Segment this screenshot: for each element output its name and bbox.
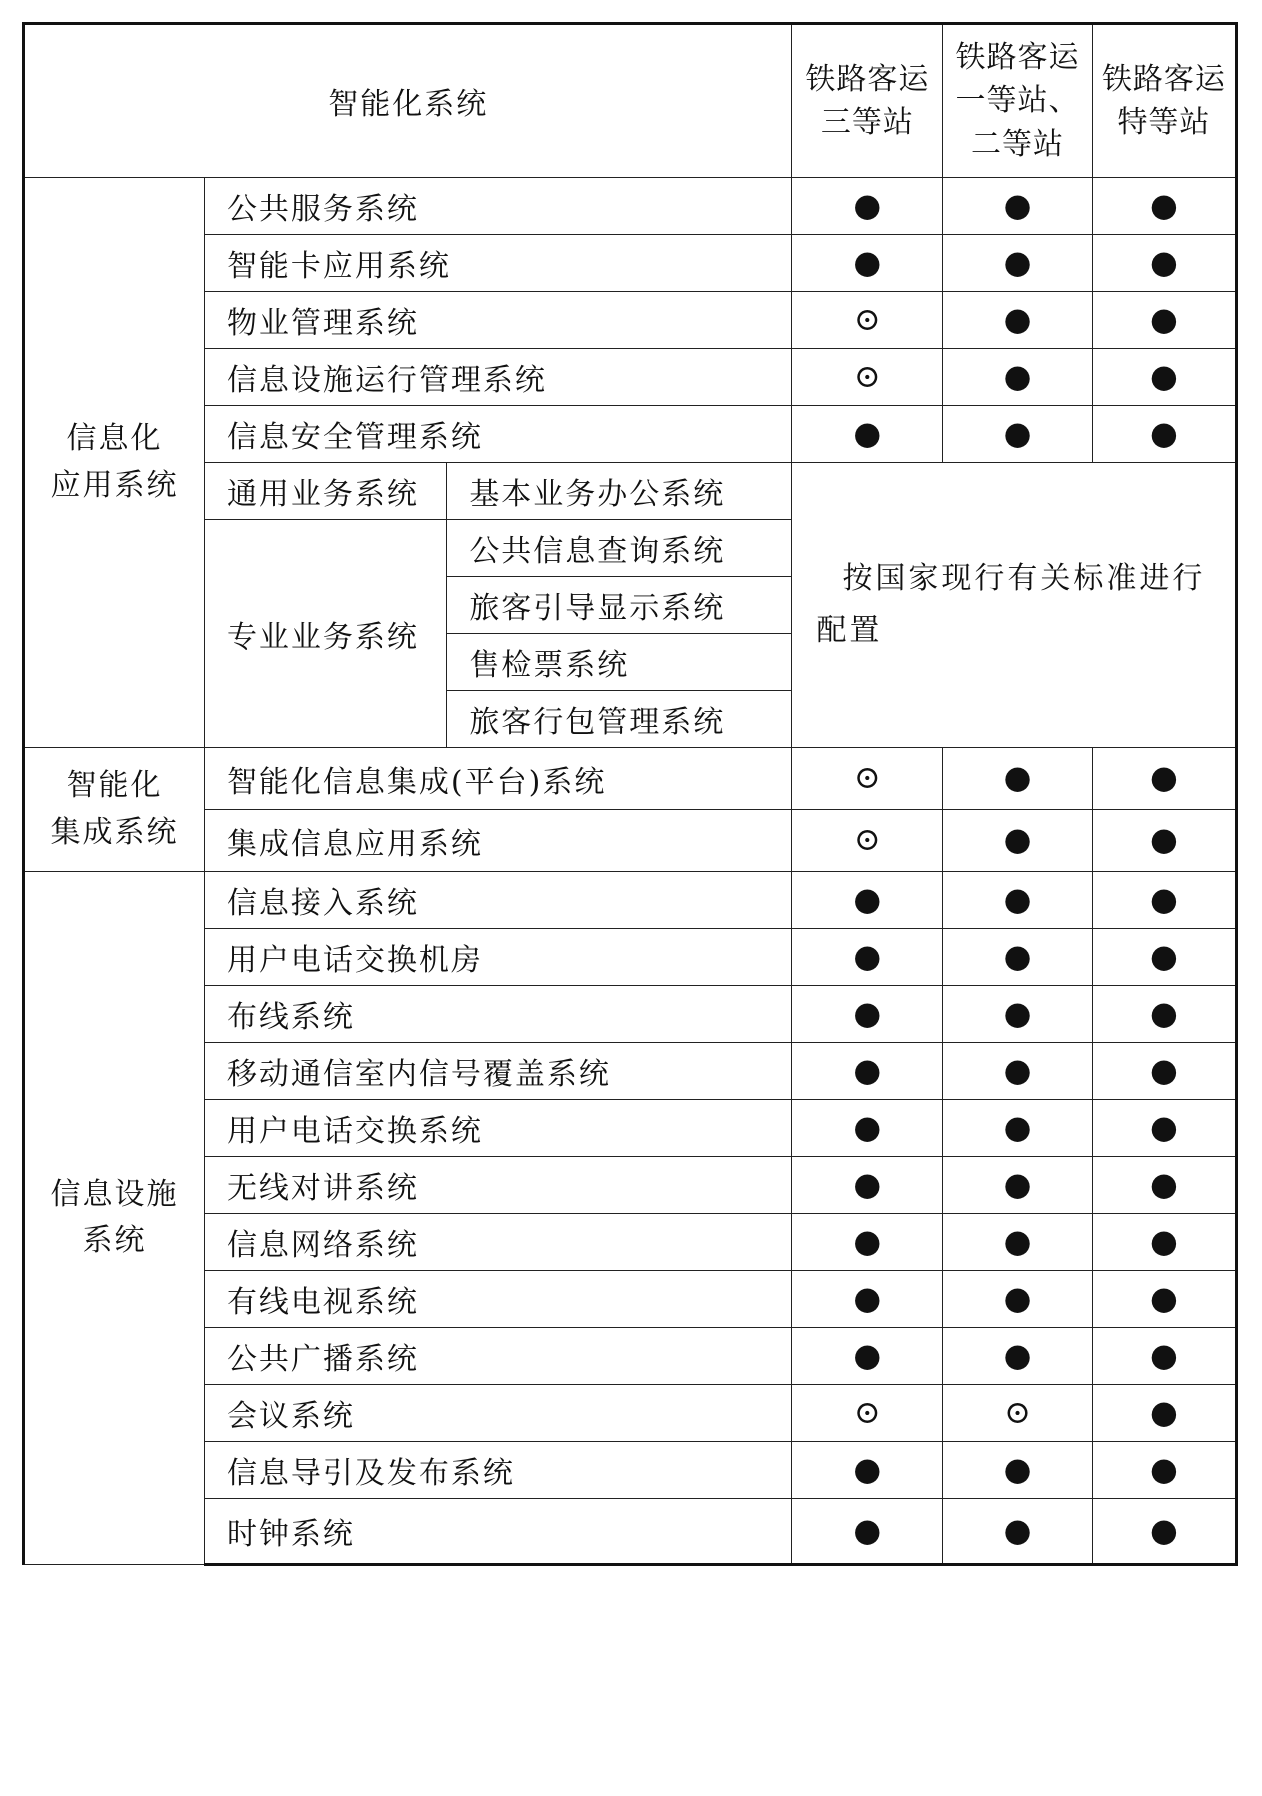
- group-info-app-line-2: 应用系统: [50, 467, 179, 503]
- mark-third: ●: [792, 872, 943, 929]
- mark-special: ●: [1092, 1385, 1236, 1442]
- mark-third: ⊙: [792, 810, 943, 872]
- group-facility-line-2: 系统: [82, 1223, 147, 1258]
- row-name: 信息安全管理系统: [204, 406, 792, 463]
- mark-special: ●: [1092, 1214, 1236, 1271]
- professional-business-sub: 售检票系统: [447, 634, 792, 691]
- professional-business-label: 专业业务系统: [204, 520, 446, 748]
- mark-special: ●: [1092, 1499, 1236, 1565]
- group-integration-line-1: 智能化: [66, 768, 163, 803]
- row-name: 无线对讲系统: [204, 1157, 792, 1214]
- mark-third: ●: [792, 929, 943, 986]
- header-special-line-2: 特等站: [1117, 105, 1211, 140]
- business-note-line-2: 配置: [816, 613, 883, 648]
- mark-third: ●: [792, 235, 943, 292]
- header-first-second-line-2: 一等站、: [955, 83, 1080, 119]
- mark-first-second: ●: [943, 748, 1093, 810]
- mark-special: ●: [1092, 235, 1236, 292]
- mark-special: ●: [1092, 748, 1236, 810]
- row-name: 物业管理系统: [204, 292, 792, 349]
- header-first-second-class: [943, 24, 1093, 178]
- row-name: 公共服务系统: [204, 178, 792, 235]
- mark-first-second: ●: [943, 1271, 1093, 1328]
- professional-business-sub: 旅客引导显示系统: [447, 577, 792, 634]
- mark-special: ●: [1092, 406, 1236, 463]
- row-name: 信息接入系统: [204, 872, 792, 929]
- row-name: 时钟系统: [204, 1499, 792, 1565]
- mark-first-second: ●: [943, 1328, 1093, 1385]
- row-name: 用户电话交换机房: [204, 929, 792, 986]
- professional-business-sub: 旅客行包管理系统: [447, 691, 792, 748]
- mark-first-second: ●: [943, 178, 1093, 235]
- mark-first-second: ●: [943, 872, 1093, 929]
- row-name: 移动通信室内信号覆盖系统: [204, 1043, 792, 1100]
- mark-first-second: ●: [943, 349, 1093, 406]
- mark-third: ●: [792, 1100, 943, 1157]
- row-name: 有线电视系统: [204, 1271, 792, 1328]
- mark-special: ●: [1092, 1157, 1236, 1214]
- row-name: 智能化信息集成(平台)系统: [204, 748, 792, 810]
- mark-first-second: ●: [943, 986, 1093, 1043]
- mark-first-second: ●: [943, 1442, 1093, 1499]
- professional-business-sub: 公共信息查询系统: [447, 520, 792, 577]
- mark-first-second: ●: [943, 929, 1093, 986]
- group-info-app: [24, 178, 205, 748]
- mark-third: ●: [792, 1214, 943, 1271]
- mark-third: ●: [792, 1442, 943, 1499]
- mark-third: ●: [792, 406, 943, 463]
- mark-first-second: ●: [943, 1043, 1093, 1100]
- mark-first-second: ●: [943, 406, 1093, 463]
- mark-third: ●: [792, 1157, 943, 1214]
- mark-first-second: ●: [943, 1100, 1093, 1157]
- row-name: 用户电话交换系统: [204, 1100, 792, 1157]
- mark-first-second: ●: [943, 1214, 1093, 1271]
- row-name: 会议系统: [204, 1385, 792, 1442]
- intelligent-system-config-table: [22, 22, 1238, 1566]
- business-note-line-1: 按国家现行有关标准进行: [842, 560, 1206, 596]
- mark-third: ⊙: [792, 748, 943, 810]
- row-name: 集成信息应用系统: [204, 810, 792, 872]
- business-config-note: [792, 463, 1237, 748]
- row-name: 信息设施运行管理系统: [204, 349, 792, 406]
- general-business-label: 通用业务系统: [204, 463, 446, 520]
- mark-special: ●: [1092, 929, 1236, 986]
- header-third-line-2: 三等站: [820, 105, 914, 140]
- mark-third: ●: [792, 1271, 943, 1328]
- mark-first-second: ●: [943, 1499, 1093, 1565]
- mark-special: ●: [1092, 1100, 1236, 1157]
- mark-special: ●: [1092, 1442, 1236, 1499]
- group-integration: [24, 748, 205, 872]
- mark-third: ●: [792, 986, 943, 1043]
- header-special-line-1: 铁路客运: [1101, 61, 1226, 97]
- mark-third: ⊙: [792, 292, 943, 349]
- header-first-second-line-3: 二等站: [971, 126, 1065, 162]
- mark-special: ●: [1092, 872, 1236, 929]
- mark-first-second: ⊙: [943, 1385, 1093, 1442]
- mark-first-second: ●: [943, 1157, 1093, 1214]
- group-facility-line-1: 信息设施: [50, 1176, 179, 1212]
- row-name: 信息导引及发布系统: [204, 1442, 792, 1499]
- mark-third: ●: [792, 178, 943, 235]
- group-facility: [24, 872, 205, 1565]
- row-name: 布线系统: [204, 986, 792, 1043]
- group-info-app-line-1: 信息化: [66, 421, 163, 456]
- header-third-class: [792, 24, 943, 178]
- row-name: 公共广播系统: [204, 1328, 792, 1385]
- mark-special: ●: [1092, 349, 1236, 406]
- row-name: 智能卡应用系统: [204, 235, 792, 292]
- mark-special: ●: [1092, 1043, 1236, 1100]
- mark-first-second: ●: [943, 810, 1093, 872]
- general-business-sub: 基本业务办公系统: [447, 463, 792, 520]
- mark-special: ●: [1092, 1271, 1236, 1328]
- group-integration-line-2: 集成系统: [50, 814, 179, 850]
- mark-third: ⊙: [792, 1385, 943, 1442]
- header-first-second-line-1: 铁路客运: [955, 39, 1080, 75]
- mark-third: ●: [792, 1328, 943, 1385]
- document-page: [22, 22, 1238, 1566]
- header-third-line-1: 铁路客运: [805, 61, 930, 97]
- header-title: 智能化系统: [328, 87, 489, 122]
- mark-third: ●: [792, 1043, 943, 1100]
- mark-special: ●: [1092, 810, 1236, 872]
- mark-special: ●: [1092, 986, 1236, 1043]
- mark-third: ●: [792, 1499, 943, 1565]
- header-special-class: [1092, 24, 1236, 178]
- row-name: 信息网络系统: [204, 1214, 792, 1271]
- mark-special: ●: [1092, 1328, 1236, 1385]
- mark-third: ⊙: [792, 349, 943, 406]
- header-title-cell: [24, 24, 792, 178]
- mark-first-second: ●: [943, 292, 1093, 349]
- mark-special: ●: [1092, 292, 1236, 349]
- mark-special: ●: [1092, 178, 1236, 235]
- mark-first-second: ●: [943, 235, 1093, 292]
